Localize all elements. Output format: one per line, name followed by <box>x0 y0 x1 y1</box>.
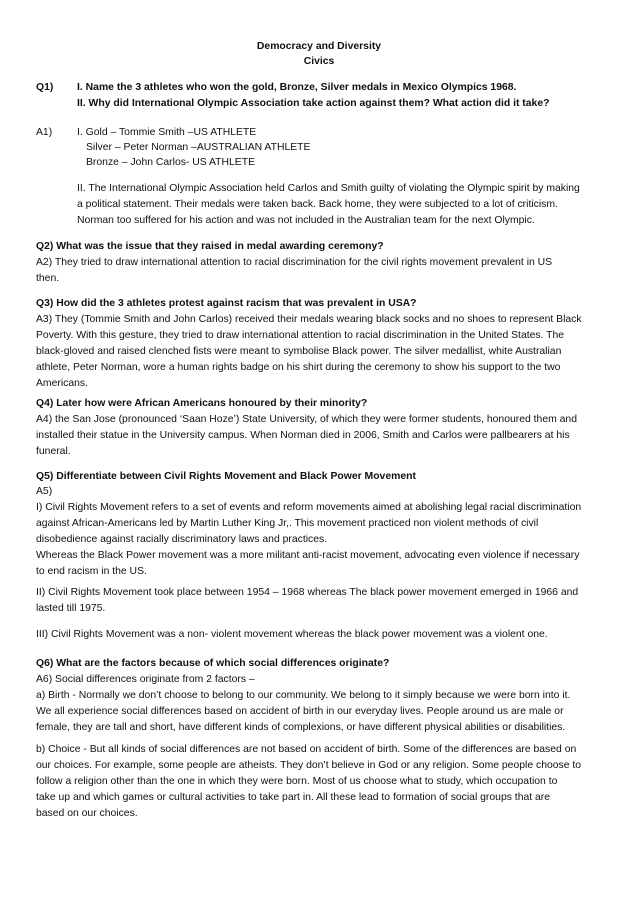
q2-answer-line: A2) They tried to draw international attention to racial discrimination for the civil rights movement prevalent in US <box>36 257 553 268</box>
q5-part1-line: against African-Americans led by Martin Luther King Jr,. This movement practiced non violent methods of civil <box>36 518 539 529</box>
a1-silver: Silver – Peter Norman –AUSTRALIAN ATHLETE <box>86 142 311 153</box>
a1-part2 <box>77 181 607 229</box>
q2-answer-line: then. <box>36 273 60 284</box>
a1-part2-line: a political statement. Their medals were taken back. Back home, they were subjected to a lot of criticism. <box>77 199 558 210</box>
q3-answer-line: athlete, Peter Norman, wore a human rights badge on his shirt during the ceremony to show his support to the two <box>36 362 561 373</box>
q4-answer-line: funeral. <box>36 446 71 457</box>
q6-answer-line: a) Birth - Normally we don’t choose to belong to our community. We belong to it simply because we were born into it. <box>36 690 571 701</box>
page-title: Democracy and Diversity <box>256 41 382 52</box>
q3-answer-line: Americans. <box>36 378 88 389</box>
q5-part3: III) Civil Rights Movement was a non- violent movement whereas the black power movement was a violent one. <box>36 629 548 640</box>
q5-part2 <box>36 585 604 617</box>
q3-question: Q3) How did the 3 athletes protest against racism that was prevalent in USA? <box>36 298 417 309</box>
q5-question: Q5) Differentiate between Civil Rights Movement and Black Power Movement <box>36 471 416 482</box>
q4-answer <box>36 412 604 460</box>
a1-label: A1) <box>36 127 53 138</box>
a5-label: A5) <box>36 486 53 497</box>
a1-bronze: Bronze – John Carlos- US ATHLETE <box>86 157 256 168</box>
page-subtitle: Civics <box>303 56 335 67</box>
q6-answer-line: our choices. For example, some people are atheists. They don’t believe in God or any religion. Some people choose to <box>36 760 582 771</box>
q5-part1-line: to end racism in the US. <box>36 566 147 577</box>
q3-answer-line: A3) They (Tommie Smith and John Carlos) received their medals wearing black socks and no shoes to represent Black <box>36 314 582 325</box>
q6-answer-line: We all experience social differences based on accident of birth in our everyday lives. People around us are male or <box>36 706 564 717</box>
q6-answer-line: based on our choices. <box>36 808 138 819</box>
q6-answer-line: follow a religion other than the one in which they were born. Most of us choose what to study, which occupation to <box>36 776 558 787</box>
q6-answer-b <box>36 742 604 822</box>
q3-answer-line: black-gloved and raised clenched fists were meant to symbolise Black power. The silver medallist, white Australian <box>36 346 562 357</box>
q1-label: Q1) <box>36 82 54 93</box>
q4-answer-line: installed their statue in the University campus. When Norman died in 2006, Smith and Carlos were pallbearers at his <box>36 430 570 441</box>
q6-answer-line: A6) Social differences originate from 2 factors – <box>36 674 255 685</box>
q2-question: Q2) What was the issue that they raised in medal awarding ceremony? <box>36 241 384 252</box>
q2-answer <box>36 255 604 287</box>
q5-part1-line: Whereas the Black Power movement was a more militant anti-racist movement, advocating even violence if necessary <box>36 550 580 561</box>
q5-part2-line: lasted till 1975. <box>36 603 106 614</box>
a1-gold: I. Gold – Tommie Smith –US ATHLETE <box>77 127 257 138</box>
q6-answer-line: b) Choice - But all kinds of social differences are not based on accident of birth. Some of the differences are based on <box>36 744 577 755</box>
q4-question: Q4) Later how were African Americans honoured by their minority? <box>36 398 368 409</box>
q4-answer-line: A4) the San Jose (pronounced ‘Saan Hoze’) State University, of which they were former students, honoured them and <box>36 414 577 425</box>
a1-part2-line: Norman too suffered for his action and was not included in the Australian team for the next Olympic. <box>77 215 535 226</box>
q1-question-line2: II. Why did International Olympic Association take action against them? What action did it take? <box>77 98 550 109</box>
q3-answer <box>36 312 604 392</box>
q6-question: Q6) What are the factors because of which social differences originate? <box>36 658 390 669</box>
q5-part1-line: I) Civil Rights Movement refers to a set of events and reform movements aimed at abolishing legal racial discrimination <box>36 502 582 513</box>
q5-part1 <box>36 500 604 580</box>
q3-answer-line: Poverty. With this gesture, they tried to draw international attention to racial discrimination in the United States. The <box>36 330 565 341</box>
q6-answer-line: female, they are tall and short, have different kinds of complexions, or have different physical abilities or disabilities. <box>36 722 566 733</box>
a1-part2-line: II. The International Olympic Association held Carlos and Smith guilty of violating the Olympic spirit by making <box>77 183 580 194</box>
q5-part2-line: II) Civil Rights Movement took place between 1954 – 1968 whereas The black power movement emerged in 1966 and <box>36 587 579 598</box>
q6-answer-line: take up and which games or cultural activities to take part in. All these lead to formation of social groups that are <box>36 792 551 803</box>
q5-part1-line: disobedience against racially discriminatory laws and practices. <box>36 534 328 545</box>
q6-answer-a <box>36 672 604 736</box>
q1-question-line1: I. Name the 3 athletes who won the gold, Bronze, Silver medals in Mexico Olympics 1968. <box>77 82 517 93</box>
